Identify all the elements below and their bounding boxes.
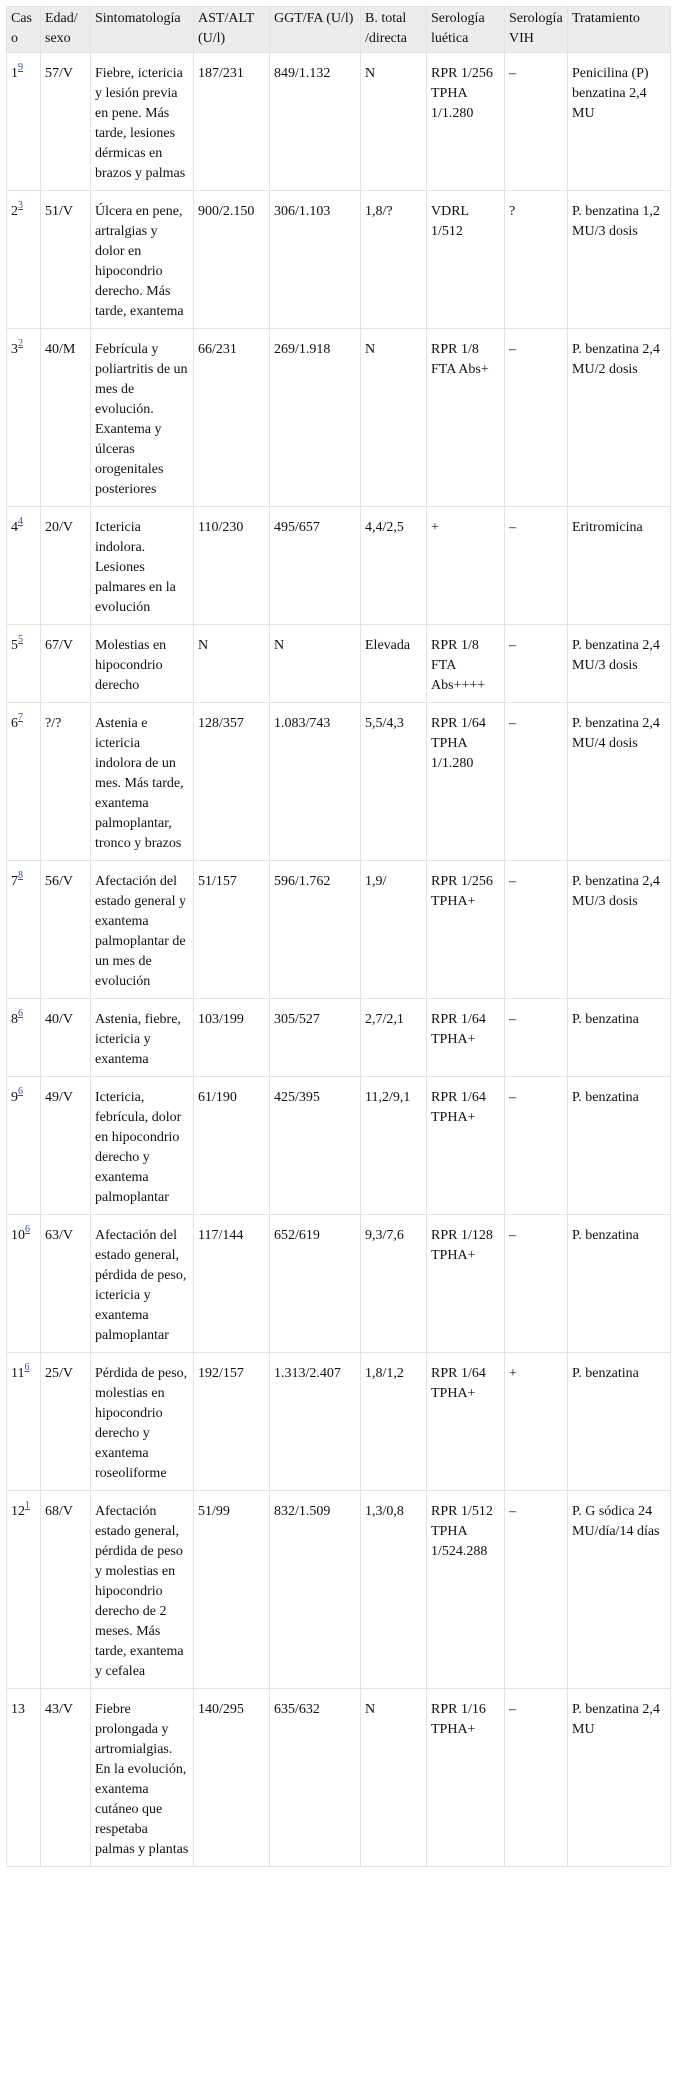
cell-bilirrubina: 2,7/2,1 [361,999,427,1077]
cell-sintomatologia: Molestias en hipocondrio derecho [91,625,194,703]
cell-bilirrubina: Elevada [361,625,427,703]
cell-sintomatologia: Febrícula y poliartritis de un mes de evolución. Exantema y úlceras orogenitales posteriores [91,329,194,507]
cell-edad-sexo: 67/V [41,625,91,703]
cell-sintomatologia: Fiebre, ictericia y lesión previa en pene. Más tarde, lesiones dérmicas en brazos y palmas [91,53,194,191]
cell-sintomatologia: Úlcera en pene, artralgias y dolor en hipocondrio derecho. Más tarde, exantema [91,191,194,329]
cell-tratamiento: P. benzatina [568,1077,671,1215]
cell-serologia-vih: + [505,1353,568,1491]
cell-serologia-vih: – [505,329,568,507]
cell-serologia-luetica: VDRL 1/512 [427,191,505,329]
table-row [7,507,671,625]
cell-serologia-vih: – [505,1077,568,1215]
table-body [7,53,671,1867]
table-row [7,1491,671,1689]
cell-bilirrubina: 1,3/0,8 [361,1491,427,1689]
reference-link[interactable]: 7 [18,712,23,724]
cell-bilirrubina: 1,8/1,2 [361,1353,427,1491]
cell-tratamiento: P. benzatina [568,1215,671,1353]
cell-edad-sexo: 63/V [41,1215,91,1353]
cell-serologia-vih: – [505,625,568,703]
reference-link[interactable]: 6 [18,1008,23,1020]
cell-ggt-fa: 269/1.918 [270,329,361,507]
cell-tratamiento: P. G sódica 24 MU/día/14 días [568,1491,671,1689]
case-number: 1 [11,66,18,81]
cell-ast-alt: 61/190 [194,1077,270,1215]
header-bilirrubina: B. total /directa [361,7,427,53]
cell-bilirrubina: N [361,1689,427,1867]
cell-sintomatologia: Afectación del estado general, pérdida de peso, ictericia y exantema palmoplantar [91,1215,194,1353]
cell-ast-alt: 128/357 [194,703,270,861]
cell-sintomatologia: Afectación estado general, pérdida de peso y molestias en hipocondrio derecho de 2 meses. Más tarde, exantema y cefalea [91,1491,194,1689]
cell-bilirrubina: 5,5/4,3 [361,703,427,861]
cell-ggt-fa: 849/1.132 [270,53,361,191]
cell-serologia-luetica: RPR 1/512 TPHA 1/524.288 [427,1491,505,1689]
case-number: 13 [11,1702,25,1717]
case-number: 3 [11,342,18,357]
table-row [7,191,671,329]
cell-tratamiento: P. benzatina 2,4 MU/2 dosis [568,329,671,507]
cell-ggt-fa: 1.313/2.407 [270,1353,361,1491]
header-tratamiento: Tratamiento [568,7,671,53]
cell-bilirrubina: N [361,329,427,507]
cell-edad-sexo: 43/V [41,1689,91,1867]
cell-ggt-fa: 596/1.762 [270,861,361,999]
cell-caso [7,1689,41,1867]
cell-serologia-luetica: RPR 1/64 TPHA+ [427,1077,505,1215]
cell-edad-sexo: 56/V [41,861,91,999]
cell-caso [7,191,41,329]
cell-edad-sexo: 57/V [41,53,91,191]
cell-serologia-vih: ? [505,191,568,329]
cell-caso [7,625,41,703]
cell-caso [7,329,41,507]
cell-tratamiento: P. benzatina 2,4 MU [568,1689,671,1867]
cell-caso [7,1353,41,1491]
cell-serologia-vih: – [505,1215,568,1353]
cell-tratamiento: P. benzatina [568,1353,671,1491]
header-ast-alt: AST/ALT (U/l) [194,7,270,53]
cell-ggt-fa: 425/395 [270,1077,361,1215]
cell-bilirrubina: 11,2/9,1 [361,1077,427,1215]
header-serologia-vih: Serología VIH [505,7,568,53]
reference-link[interactable]: 4 [18,516,23,528]
cell-edad-sexo: 51/V [41,191,91,329]
cell-tratamiento: P. benzatina 2,4 MU/3 dosis [568,625,671,703]
cell-serologia-vih: – [505,1689,568,1867]
cell-caso [7,861,41,999]
cell-ast-alt: N [194,625,270,703]
table-row [7,1689,671,1867]
reference-link[interactable]: 6 [24,1362,30,1374]
cell-ast-alt: 51/99 [194,1491,270,1689]
cell-bilirrubina: 9,3/7,6 [361,1215,427,1353]
table-header-row [7,7,671,53]
cell-sintomatologia: Ictericia, febrícula, dolor en hipocondrio derecho y exantema palmoplantar [91,1077,194,1215]
reference-link[interactable]: 6 [25,1224,30,1236]
cell-tratamiento: P. benzatina 1,2 MU/3 dosis [568,191,671,329]
reference-link[interactable]: 5 [18,634,23,646]
cell-serologia-luetica: RPR 1/64 TPHA+ [427,999,505,1077]
cell-bilirrubina: 4,4/2,5 [361,507,427,625]
cell-serologia-vih: – [505,703,568,861]
cell-serologia-luetica: RPR 1/128 TPHA+ [427,1215,505,1353]
cell-ggt-fa: 305/527 [270,999,361,1077]
cell-edad-sexo: 49/V [41,1077,91,1215]
reference-link[interactable]: 8 [18,870,23,882]
cell-serologia-luetica: RPR 1/64 TPHA 1/1.280 [427,703,505,861]
cell-edad-sexo: 40/M [41,329,91,507]
cell-ggt-fa: N [270,625,361,703]
cell-ggt-fa: 1.083/743 [270,703,361,861]
cell-edad-sexo: 20/V [41,507,91,625]
case-number: 11 [11,1366,25,1381]
case-number: 10 [11,1228,25,1243]
table-row [7,999,671,1077]
cell-sintomatologia: Astenia e ictericia indolora de un mes. Más tarde, exantema palmoplantar, tronco y brazos [91,703,194,861]
cell-bilirrubina: N [361,53,427,191]
header-edad-sexo: Edad/ sexo [41,7,91,53]
reference-link[interactable]: 1 [25,1500,30,1512]
table-row [7,861,671,999]
cell-ast-alt: 140/295 [194,1689,270,1867]
cell-bilirrubina: 1,9/ [361,861,427,999]
cell-sintomatologia: Ictericia indolora. Lesiones palmares en la evolución [91,507,194,625]
reference-link[interactable]: 3 [18,200,23,212]
table-row [7,1353,671,1491]
cell-ast-alt: 192/157 [194,1353,270,1491]
cell-ggt-fa: 652/619 [270,1215,361,1353]
header-ggt-fa: GGT/FA (U/l) [270,7,361,53]
cell-ast-alt: 117/144 [194,1215,270,1353]
cell-caso [7,507,41,625]
cell-caso [7,53,41,191]
cell-edad-sexo: ?/? [41,703,91,861]
cell-serologia-luetica: RPR 1/8 FTA Abs+ [427,329,505,507]
cell-serologia-luetica: RPR 1/256 TPHA+ [427,861,505,999]
header-sintomatologia: Sintomatología [91,7,194,53]
cell-serologia-vih: – [505,861,568,999]
cell-tratamiento: P. benzatina 2,4 MU/3 dosis [568,861,671,999]
cell-tratamiento: P. benzatina 2,4 MU/4 dosis [568,703,671,861]
case-number: 12 [11,1504,25,1519]
cases-table [6,6,671,1867]
table-row [7,625,671,703]
case-number: 6 [11,716,18,731]
cell-tratamiento: P. benzatina [568,999,671,1077]
cell-ast-alt: 900/2.150 [194,191,270,329]
case-number: 2 [11,204,18,219]
cell-serologia-vih: – [505,507,568,625]
cell-bilirrubina: 1,8/? [361,191,427,329]
cell-serologia-vih: – [505,1491,568,1689]
cell-sintomatologia: Fiebre prolongada y artromialgias. En la evolución, exantema cutáneo que respetaba palmas y plantas [91,1689,194,1867]
cell-edad-sexo: 68/V [41,1491,91,1689]
cell-caso [7,1215,41,1353]
cell-ast-alt: 187/231 [194,53,270,191]
table-row [7,703,671,861]
cell-serologia-vih: – [505,999,568,1077]
case-number: 4 [11,520,18,535]
reference-link[interactable]: 6 [18,1086,23,1098]
cell-ggt-fa: 495/657 [270,507,361,625]
cell-serologia-luetica: RPR 1/256 TPHA 1/1.280 [427,53,505,191]
cell-sintomatologia: Afectación del estado general y exantema palmoplantar de un mes de evolución [91,861,194,999]
cell-ggt-fa: 635/632 [270,1689,361,1867]
cell-ggt-fa: 306/1.103 [270,191,361,329]
cell-tratamiento: Eritromicina [568,507,671,625]
cell-ast-alt: 110/230 [194,507,270,625]
table-row [7,1215,671,1353]
cell-caso [7,999,41,1077]
case-number: 8 [11,1012,18,1027]
cell-caso [7,1491,41,1689]
cell-serologia-luetica: + [427,507,505,625]
cell-serologia-vih: – [505,53,568,191]
cell-sintomatologia: Astenia, fiebre, ictericia y exantema [91,999,194,1077]
header-caso: Caso [7,7,41,53]
case-number: 9 [11,1090,18,1105]
cell-sintomatologia: Pérdida de peso, molestias en hipocondrio derecho y exantema roseoliforme [91,1353,194,1491]
cell-edad-sexo: 40/V [41,999,91,1077]
table-row [7,53,671,191]
cell-ast-alt: 51/157 [194,861,270,999]
cell-caso [7,703,41,861]
cell-ast-alt: 103/199 [194,999,270,1077]
case-number: 5 [11,638,18,653]
header-serologia-luetica: Serología luética [427,7,505,53]
reference-link[interactable]: 2 [18,338,23,350]
cell-tratamiento: Penicilina (P) benzatina 2,4 MU [568,53,671,191]
cell-edad-sexo: 25/V [41,1353,91,1491]
reference-link[interactable]: 9 [18,62,23,74]
table-row [7,329,671,507]
cell-ast-alt: 66/231 [194,329,270,507]
table-row [7,1077,671,1215]
cell-serologia-luetica: RPR 1/64 TPHA+ [427,1353,505,1491]
cell-serologia-luetica: RPR 1/16 TPHA+ [427,1689,505,1867]
cell-caso [7,1077,41,1215]
cell-ggt-fa: 832/1.509 [270,1491,361,1689]
case-number: 7 [11,874,18,889]
cell-serologia-luetica: RPR 1/8 FTA Abs++++ [427,625,505,703]
